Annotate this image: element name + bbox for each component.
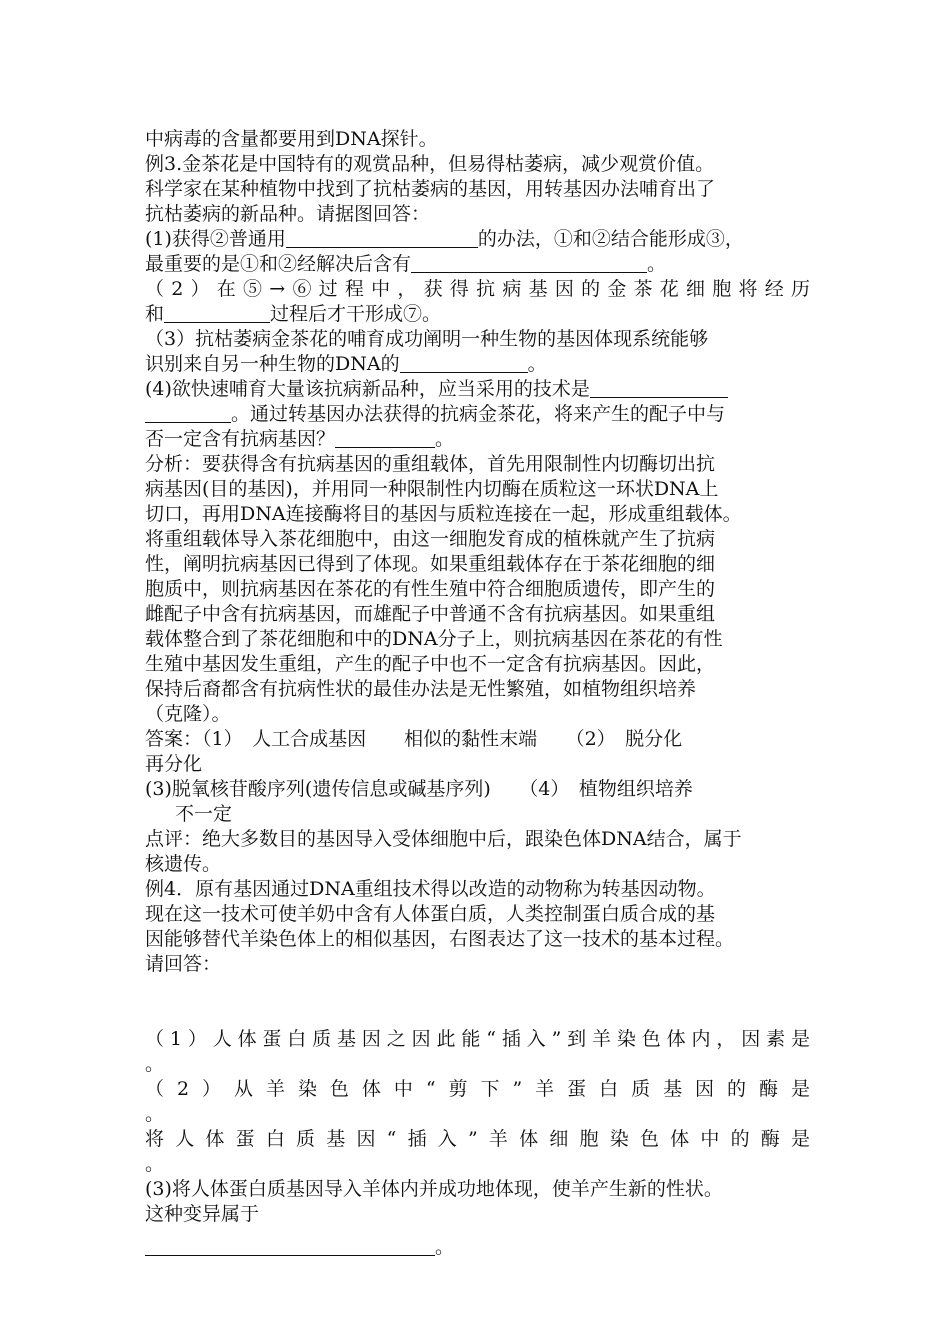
question-1-line-2	[145, 252, 810, 277]
text-segment: 和	[145, 303, 165, 325]
answer-blank	[590, 378, 728, 398]
question-4-line-3	[145, 427, 810, 452]
answer-line: 答案：（1） 人工合成基因 相似的黏性末端 （2） 脱分化	[145, 728, 683, 750]
answer-blank	[286, 228, 478, 248]
text-line: 。	[145, 1053, 165, 1075]
example-4-title: 例4．原有基因通过DNA重组技术得以改造的动物称为转基因动物。	[145, 878, 716, 900]
text-segment: (1)获得②普通用	[145, 228, 286, 250]
text-line: 中病毒的含量都要用到DNA探针。	[145, 128, 438, 150]
text-segment: 。	[435, 1236, 455, 1258]
analysis-line: 胞质中，则抗病基因在茶花的有性生殖中符合细胞质遗传，即产生的	[145, 578, 716, 600]
question-3-blank-line	[145, 1235, 810, 1260]
answer-blank	[411, 253, 647, 273]
answer-line: 不一定	[175, 803, 233, 825]
text-line: 现在这一技术可使羊奶中含有人体蛋白质，人类控制蛋白质合成的基	[145, 903, 716, 925]
answer-blank	[164, 303, 270, 323]
question-1-line-1	[145, 227, 810, 252]
analysis-line: 载体整合到了茶花细胞和中的DNA分子上，则抗病基因在茶花的有性	[145, 628, 723, 650]
analysis-line: 保持后裔都含有抗病性状的最佳办法是无性繁殖，如植物组织培养	[145, 678, 697, 700]
question-4-line-2	[145, 402, 810, 427]
question-1-line: （1）人体蛋白质基因之因此能“插入”到羊染色体内，因素是	[145, 1028, 810, 1050]
text-segment: 。	[435, 428, 455, 450]
text-line: 请回答：	[145, 953, 222, 975]
question-2-line-2	[145, 302, 810, 327]
question-2-line-b: 将人体蛋白质基因“插入”羊体细胞染色体中的酶是	[145, 1128, 810, 1150]
answer-line: 再分化	[145, 753, 203, 775]
answer-blank	[145, 403, 231, 423]
analysis-line: 切口，再用DNA连接酶将目的基因与质粒连接在一起，形成重组载体。	[145, 503, 742, 525]
text-line: 因能够替代羊染色体上的相似基因，右图表达了这一技术的基本过程。	[145, 928, 735, 950]
answer-line: (3)脱氧核苷酸序列(遗传信息或碱基序列) （4） 植物组织培养	[145, 778, 693, 800]
text-line: 抗枯萎病的新品种。请据图回答：	[145, 203, 431, 225]
analysis-line: 生殖中基因发生重组，产生的配子中也不一定含有抗病基因。因此，	[145, 653, 716, 675]
analysis-line: 性，阐明抗病基因已得到了体现。如果重组载体存在于茶花细胞的细	[145, 553, 716, 575]
comment-line: 点评：绝大多数目的基因导入受体细胞中后，跟染色体DNA结合，属于	[145, 828, 742, 850]
text-line: 。	[145, 1153, 165, 1175]
analysis-line: 分析：要获得含有抗病基因的重组载体，首先用限制性内切酶切出抗	[145, 453, 716, 475]
question-3-line-1: （3）抗枯萎病金茶花的哺育成功阐明一种生物的基因体现系统能够	[145, 328, 709, 350]
analysis-line: 将重组载体导入茶花细胞中，由这一细胞发育成的植株就产生了抗病	[145, 528, 716, 550]
text-segment: 。通过转基因办法获得的抗病金茶花，将来产生的配子中与	[231, 403, 726, 425]
text-segment: (4)欲快速哺育大量该抗病新品种，应当采用的技术是	[145, 378, 590, 400]
question-4-line-1	[145, 377, 810, 402]
text-segment: 过程后才干形成⑦。	[270, 303, 442, 325]
text-segment: 否一定含有抗病基因？	[145, 428, 336, 450]
question-2-line: （2）从羊染色体中“剪下”羊蛋白质基因的酶是	[145, 1078, 810, 1100]
text-segment: 最重要的是①和②经解决后含有	[145, 253, 412, 275]
answer-blank	[400, 353, 528, 373]
text-segment: 。	[647, 253, 667, 275]
question-3-line-2	[145, 352, 810, 377]
text-segment: 的办法，①和②结合能形成③，	[477, 228, 744, 250]
question-3-line: (3)将人体蛋白质基因导入羊体内并成功地体现，使羊产生新的性状。	[145, 1178, 723, 1200]
example-3-title: 例3.金茶花是中国特有的观赏品种，但易得枯萎病，减少观赏价值。	[145, 153, 715, 175]
question-2-line-1: （2）在⑤→⑥过程中，获得抗病基因的金茶花细胞将经历	[145, 278, 810, 300]
analysis-line: （克隆）。	[145, 703, 231, 725]
text-segment: 识别来自另一种生物的DNA的	[145, 353, 400, 375]
answer-blank	[145, 1236, 435, 1256]
answer-blank	[335, 428, 435, 448]
text-line: 科学家在某种植物中找到了抗枯萎病的基因，用转基因办法哺育出了	[145, 178, 716, 200]
text-line: 。	[145, 1103, 165, 1125]
analysis-line: 雌配子中含有抗病基因，而雄配子中普通不含有抗病基因。如果重组	[145, 603, 716, 625]
analysis-line: 病基因(目的基因)，并用同一种限制性内切酶在质粒这一环状DNA上	[145, 478, 719, 500]
text-line: 这种变异属于	[145, 1203, 260, 1225]
text-segment: 。	[527, 353, 547, 375]
comment-line: 核遗传。	[145, 853, 222, 875]
